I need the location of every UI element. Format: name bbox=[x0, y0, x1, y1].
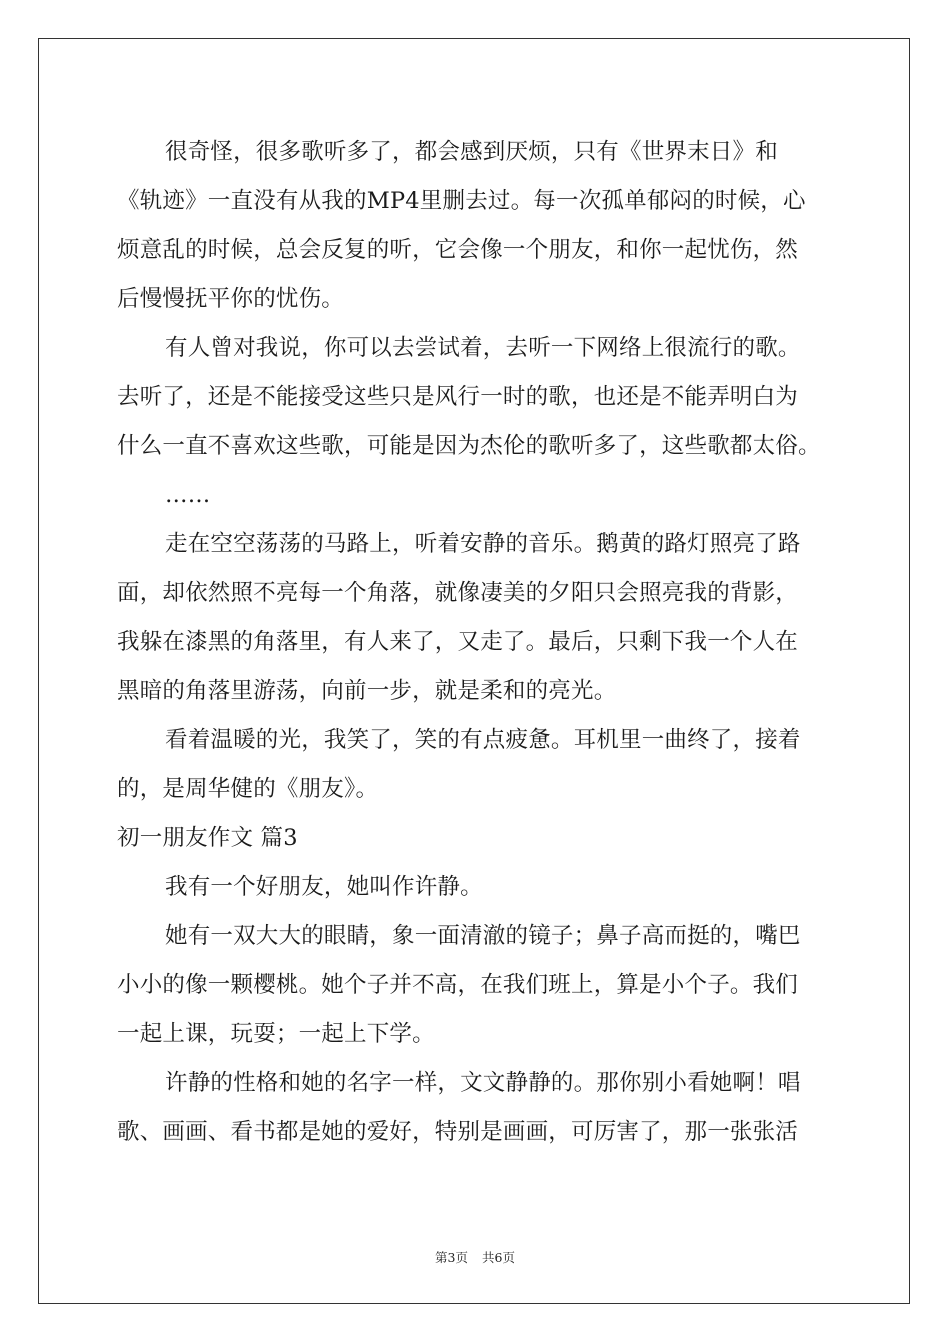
section-heading: 初一朋友作文 篇3 bbox=[117, 825, 298, 851]
text-line: 烦意乱的时候，总会反复的听，它会像一个朋友，和你一起忧伤，然 bbox=[117, 237, 799, 263]
text-line: 我躲在漆黑的角落里，有人来了，又走了。最后，只剩下我一个人在 bbox=[117, 629, 799, 655]
text-line: 许静的性格和她的名字一样，文文静静的。那你别小看她啊！唱 bbox=[165, 1070, 801, 1096]
text-line: 面，却依然照不亮每一个角落，就像凄美的夕阳只会照亮我的背影， bbox=[117, 580, 799, 606]
text-line: 我有一个好朋友，她叫作许静。 bbox=[165, 874, 483, 900]
page-number: 第3页 bbox=[435, 1250, 468, 1265]
text-line: 《轨迹》一直没有从我的MP4里删去过。每一次孤单郁闷的时候，心 bbox=[117, 188, 806, 214]
text-line: 一起上课，玩耍；一起上下学。 bbox=[117, 1021, 435, 1047]
text-line: 看着温暖的光，我笑了，笑的有点疲惫。耳机里一曲终了，接着 bbox=[165, 727, 801, 753]
text-line: 黑暗的角落里游荡，向前一步，就是柔和的亮光。 bbox=[117, 678, 617, 704]
text-line: 走在空空荡荡的马路上，听着安静的音乐。鹅黄的路灯照亮了路 bbox=[165, 531, 801, 557]
text-line: 后慢慢抚平你的忧伤。 bbox=[117, 286, 345, 312]
text-line: 去听了，还是不能接受这些只是风行一时的歌，也还是不能弄明白为 bbox=[117, 384, 799, 410]
page-footer bbox=[0, 1248, 950, 1266]
text-line: 有人曾对我说，你可以去尝试着，去听一下网络上很流行的歌。 bbox=[165, 335, 801, 361]
page-total: 共6页 bbox=[482, 1250, 515, 1265]
text-line: 很奇怪，很多歌听多了，都会感到厌烦，只有《世界末日》和 bbox=[165, 139, 778, 165]
text-line: 歌、画画、看书都是她的爱好，特别是画画，可厉害了，那一张张活 bbox=[117, 1119, 799, 1145]
ellipsis-line: …… bbox=[165, 482, 211, 508]
text-line: 的，是周华健的《朋友》。 bbox=[117, 776, 379, 802]
document-body bbox=[117, 128, 837, 1157]
text-line: 小小的像一颗樱桃。她个子并不高，在我们班上，算是小个子。我们 bbox=[117, 972, 799, 998]
text-line: 她有一双大大的眼睛，象一面清澈的镜子；鼻子高而挺的，嘴巴 bbox=[165, 923, 801, 949]
text-line: 什么一直不喜欢这些歌，可能是因为杰伦的歌听多了，这些歌都太俗。 bbox=[117, 433, 821, 459]
